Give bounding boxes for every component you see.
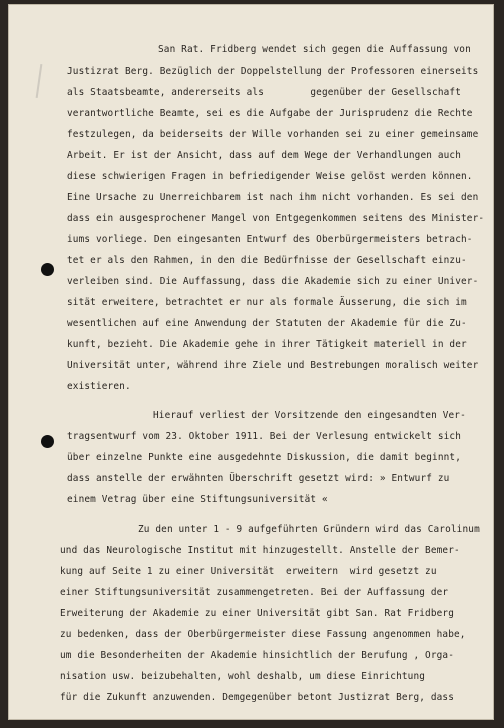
text-line: Erweiterung der Akademie zu einer Universität gibt San. Rat Fridberg (60, 608, 455, 619)
text-line: nisation usw. beizubehalten, wohl deshalb, um diese Einrichtung (60, 671, 426, 682)
text-line: für die Zukunft anzuwenden. Demgegenüber betont Justizrat Berg, dass (60, 692, 455, 703)
text-line: diese schwierigen Fragen in befriedigender Weise gelöst werden können. (67, 171, 473, 182)
text-line: wesentlichen auf eine Anwendung der Statuten der Akademie für die Zu- (67, 318, 467, 329)
text-line: sität erweitere, betrachtet er nur als formale Äusserung, die sich im (67, 297, 467, 308)
text-line: dass ein ausgesprochener Mangel von Entgegenkommen seitens des Minister- (67, 213, 485, 224)
text-line: Arbeit. Er ist der Ansicht, dass auf dem Wege der Verhandlungen auch (67, 150, 462, 161)
text-line: und das Neurologische Institut mit hinzugestellt. Anstelle der Bemer- (60, 545, 460, 556)
text-line: Zu den unter 1 - 9 aufgeführten Gründern wird das Carolinum (138, 524, 480, 535)
text-line: Hierauf verliest der Vorsitzende den eingesandten Ver- (153, 410, 466, 421)
text-line: kunft, bezieht. Die Akademie gehe in ihrer Tätigkeit materiell in der (67, 339, 467, 350)
text-line: über einzelne Punkte eine ausgedehnte Diskussion, die damit beginnt, (67, 452, 462, 463)
text-line: San Rat. Fridberg wendet sich gegen die Auffassung von (158, 44, 471, 55)
text-line: einem Vetrag über eine Stiftungsuniversität « (67, 494, 328, 505)
text-line: einer Stiftungsuniversität zusammengetreten. Bei der Auffassung der (60, 587, 449, 598)
text-line: kung auf Seite 1 zu einer Universität erweitern wird gesetzt zu (60, 566, 437, 577)
text-line: tet er als den Rahmen, in den die Bedürfnisse der Gesellschaft einzu- (67, 255, 467, 266)
text-line: festzulegen, da beiderseits der Wille vorhanden sei zu einer gemeinsame (67, 129, 479, 140)
text-line: zu bedenken, dass der Oberbürgermeister diese Fassung angenommen habe, (60, 629, 466, 640)
text-line: um die Besonderheiten der Akademie hinsichtlich der Berufung , Orga- (60, 650, 455, 661)
text-line: verleiben sind. Die Auffassung, dass die Akademie sich zu einer Univer- (67, 276, 479, 287)
text-line: iums vorliege. Den eingesanten Entwurf des Oberbürgermeisters betrach- (67, 234, 473, 245)
text-line: Eine Ursache zu Unerreichbarem ist nach ihm nicht vorhanden. Es sei den (67, 192, 479, 203)
text-line: verantwortliche Beamte, sei es die Aufgabe der Jurisprudenz die Rechte (67, 108, 473, 119)
document-page (8, 4, 494, 720)
text-line: existieren. (67, 381, 131, 392)
typed-text (8, 4, 494, 720)
text-line: als Staatsbeamte, andererseits als gegenüber der Gesellschaft (67, 87, 462, 98)
text-line: Justizrat Berg. Bezüglich der Doppelstellung der Professoren einerseits (67, 66, 479, 77)
text-line: dass anstelle der erwähnten Überschrift gesetzt wird: » Entwurf zu (67, 473, 450, 484)
text-line: tragsentwurf vom 23. Oktober 1911. Bei der Verlesung entwickelt sich (67, 431, 462, 442)
text-line: Universität unter, während ihre Ziele und Bestrebungen moralisch weiter (67, 360, 479, 371)
